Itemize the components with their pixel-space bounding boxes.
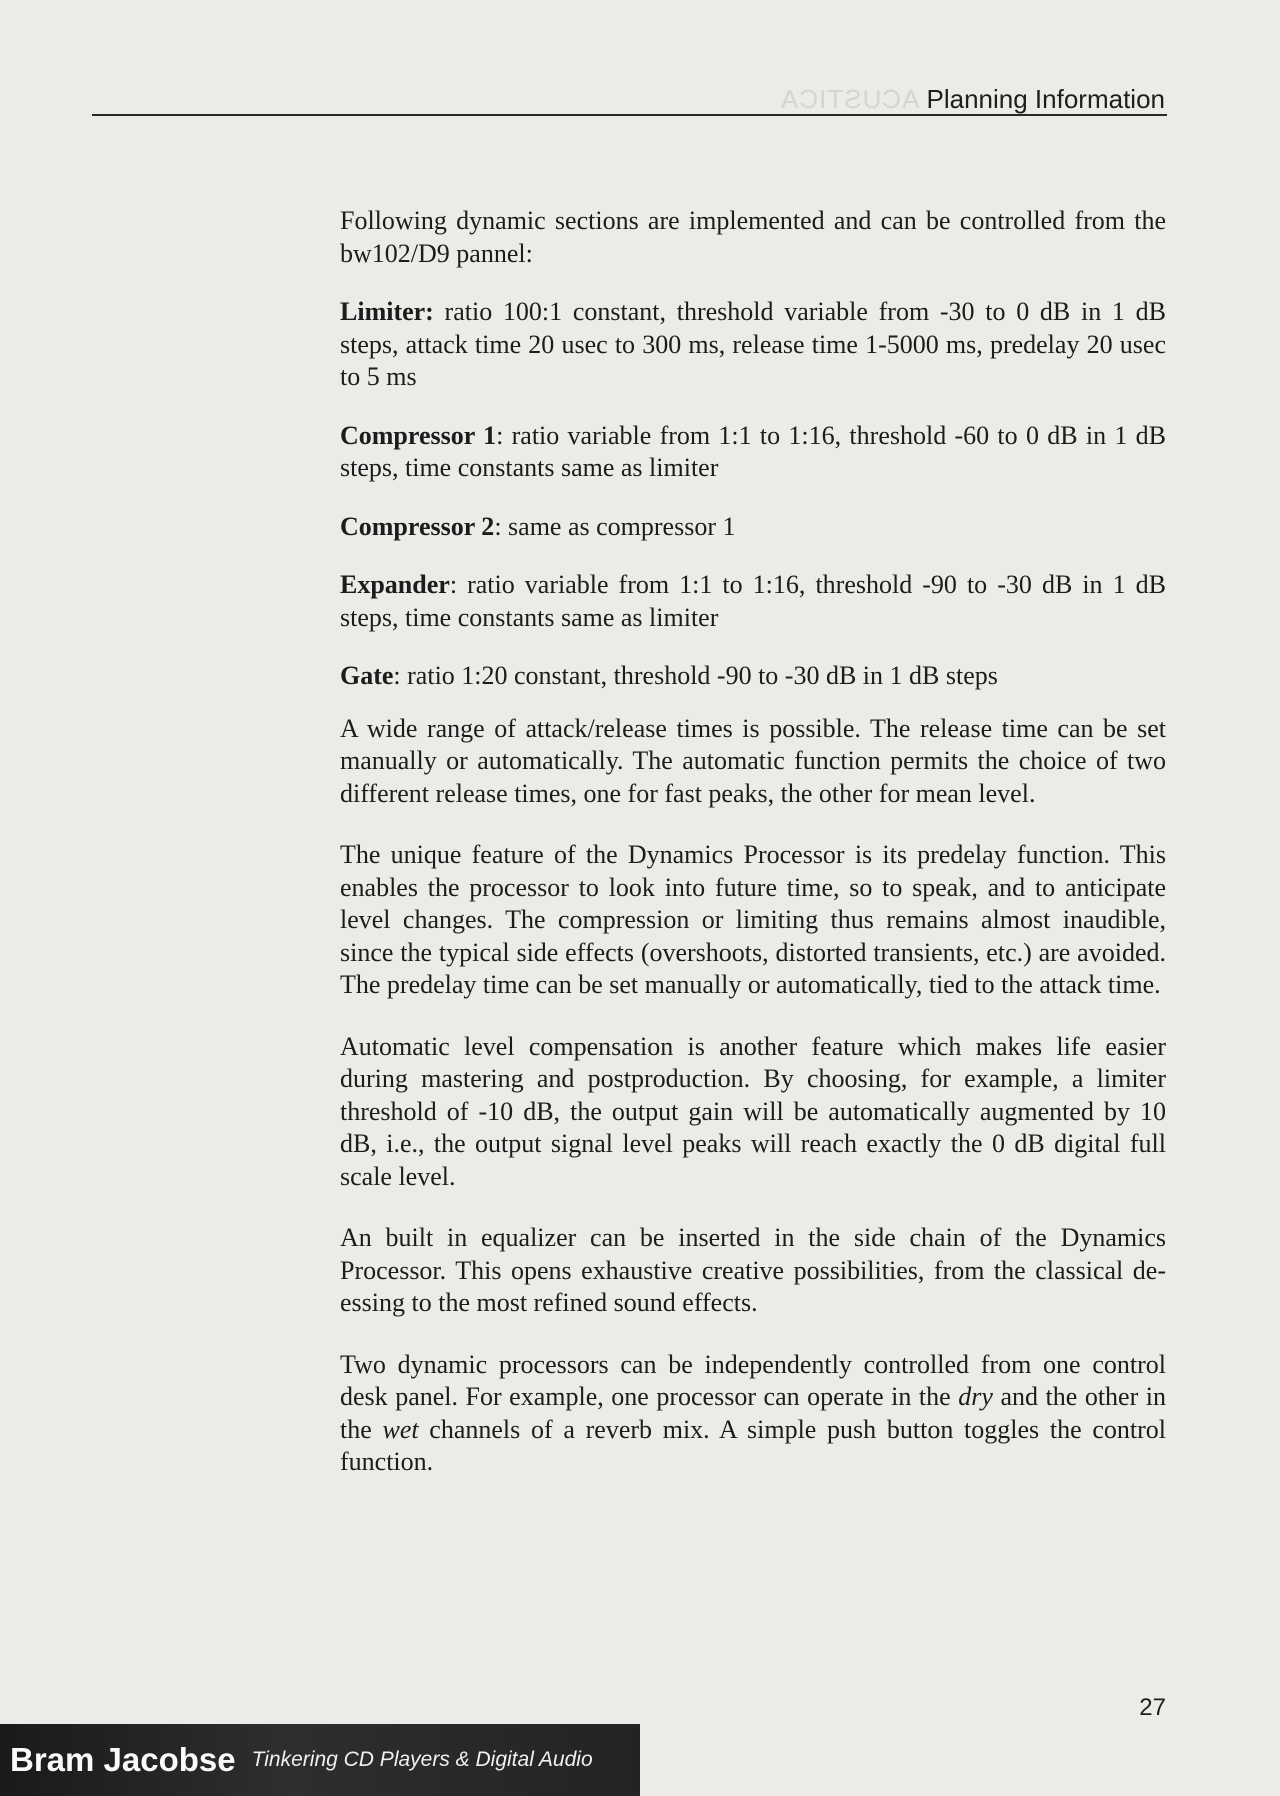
spec-label: Gate [340, 661, 394, 690]
spec-compressor-1 [340, 420, 1166, 485]
spec-limiter [340, 296, 1166, 394]
footer-banner [0, 1724, 640, 1796]
footer-tagline: Tinkering CD Players & Digital Audio [251, 1748, 593, 1771]
paragraph-equalizer: An built in equalizer can be inserted in the side chain of the Dynamics Processor. This opens exhaustive creative possibilities, from the classical de-essing to the most refined sound effects. [340, 1223, 1166, 1317]
spec-text: : same as compressor 1 [494, 511, 736, 541]
spec-label: Compressor 1 [340, 420, 497, 450]
spec-text: : ratio 1:20 constant, threshold -90 to -30 dB in 1 dB steps [393, 661, 998, 690]
spec-gate [340, 660, 1166, 693]
emphasis-wet: wet [382, 1414, 419, 1444]
emphasis-dry: dry [958, 1382, 993, 1411]
text-run: Two dynamic processors can be independently controlled from one control desk panel. For example, one processor can operate in the [340, 1349, 1166, 1411]
paragraph-level-compensation: Automatic level compensation is another feature which makes life easier during mastering and postproduction. By choosing, for example, a limiter threshold of -10 dB, the output gain will be automatically augmented by 10 dB, i.e., the output signal level peaks will reach exactly the 0 dB digital full scale level. [340, 1031, 1166, 1191]
paragraph-two-processors [340, 1349, 1166, 1479]
spec-text: : ratio variable from 1:1 to 1:16, threshold -90 to -30 dB in 1 dB steps, time constants same as limiter [340, 570, 1166, 632]
bleed-through-text: ACUSTICA [780, 84, 920, 114]
footer-author: Bram Jacobse [10, 1741, 236, 1778]
header-rule [92, 114, 1167, 116]
page-number: 27 [1139, 1694, 1166, 1721]
spec-label: Compressor 2 [340, 511, 495, 541]
intro-paragraph: Following dynamic sections are implemented and can be controlled from the bw102/D9 pannel: [340, 206, 1166, 268]
main-content [340, 205, 1166, 1508]
spec-text: : ratio variable from 1:1 to 1:16, threshold -60 to 0 dB in 1 dB steps, time constants same as limiter [340, 420, 1167, 482]
text-run: channels of a reverb mix. A simple push button toggles the control function. [340, 1414, 1166, 1476]
text-run: and the other in the [340, 1382, 1167, 1444]
paragraph-attack-release: A wide range of attack/release times is possible. The release time can be set manually or automatically. The automatic function permits the choice of two different release times, one for fast peaks, the other for mean level. [340, 713, 1166, 808]
spec-label: Limiter: [340, 297, 434, 326]
spec-expander [340, 569, 1166, 634]
spec-label: Expander [340, 570, 450, 599]
spec-compressor-2 [340, 511, 1166, 544]
paragraph-predelay: The unique feature of the Dynamics Processor is its predelay function. This enables the processor to look into future time, so to speak, and to anticipate level changes. The compression or limiting thus remains almost inaudible, since the typical side effects (overshoots, distorted transients, etc.) are avoided. The predelay time can be set manually or automatically, tied to the attack time. [340, 840, 1166, 999]
header-title: Planning Information [926, 84, 1165, 114]
spec-text: ratio 100:1 constant, threshold variable from -30 to 0 dB in 1 dB steps, attack time 20 usec to 300 ms, release time 1-5000 ms, predelay 20 usec to 5 ms [340, 297, 1166, 391]
